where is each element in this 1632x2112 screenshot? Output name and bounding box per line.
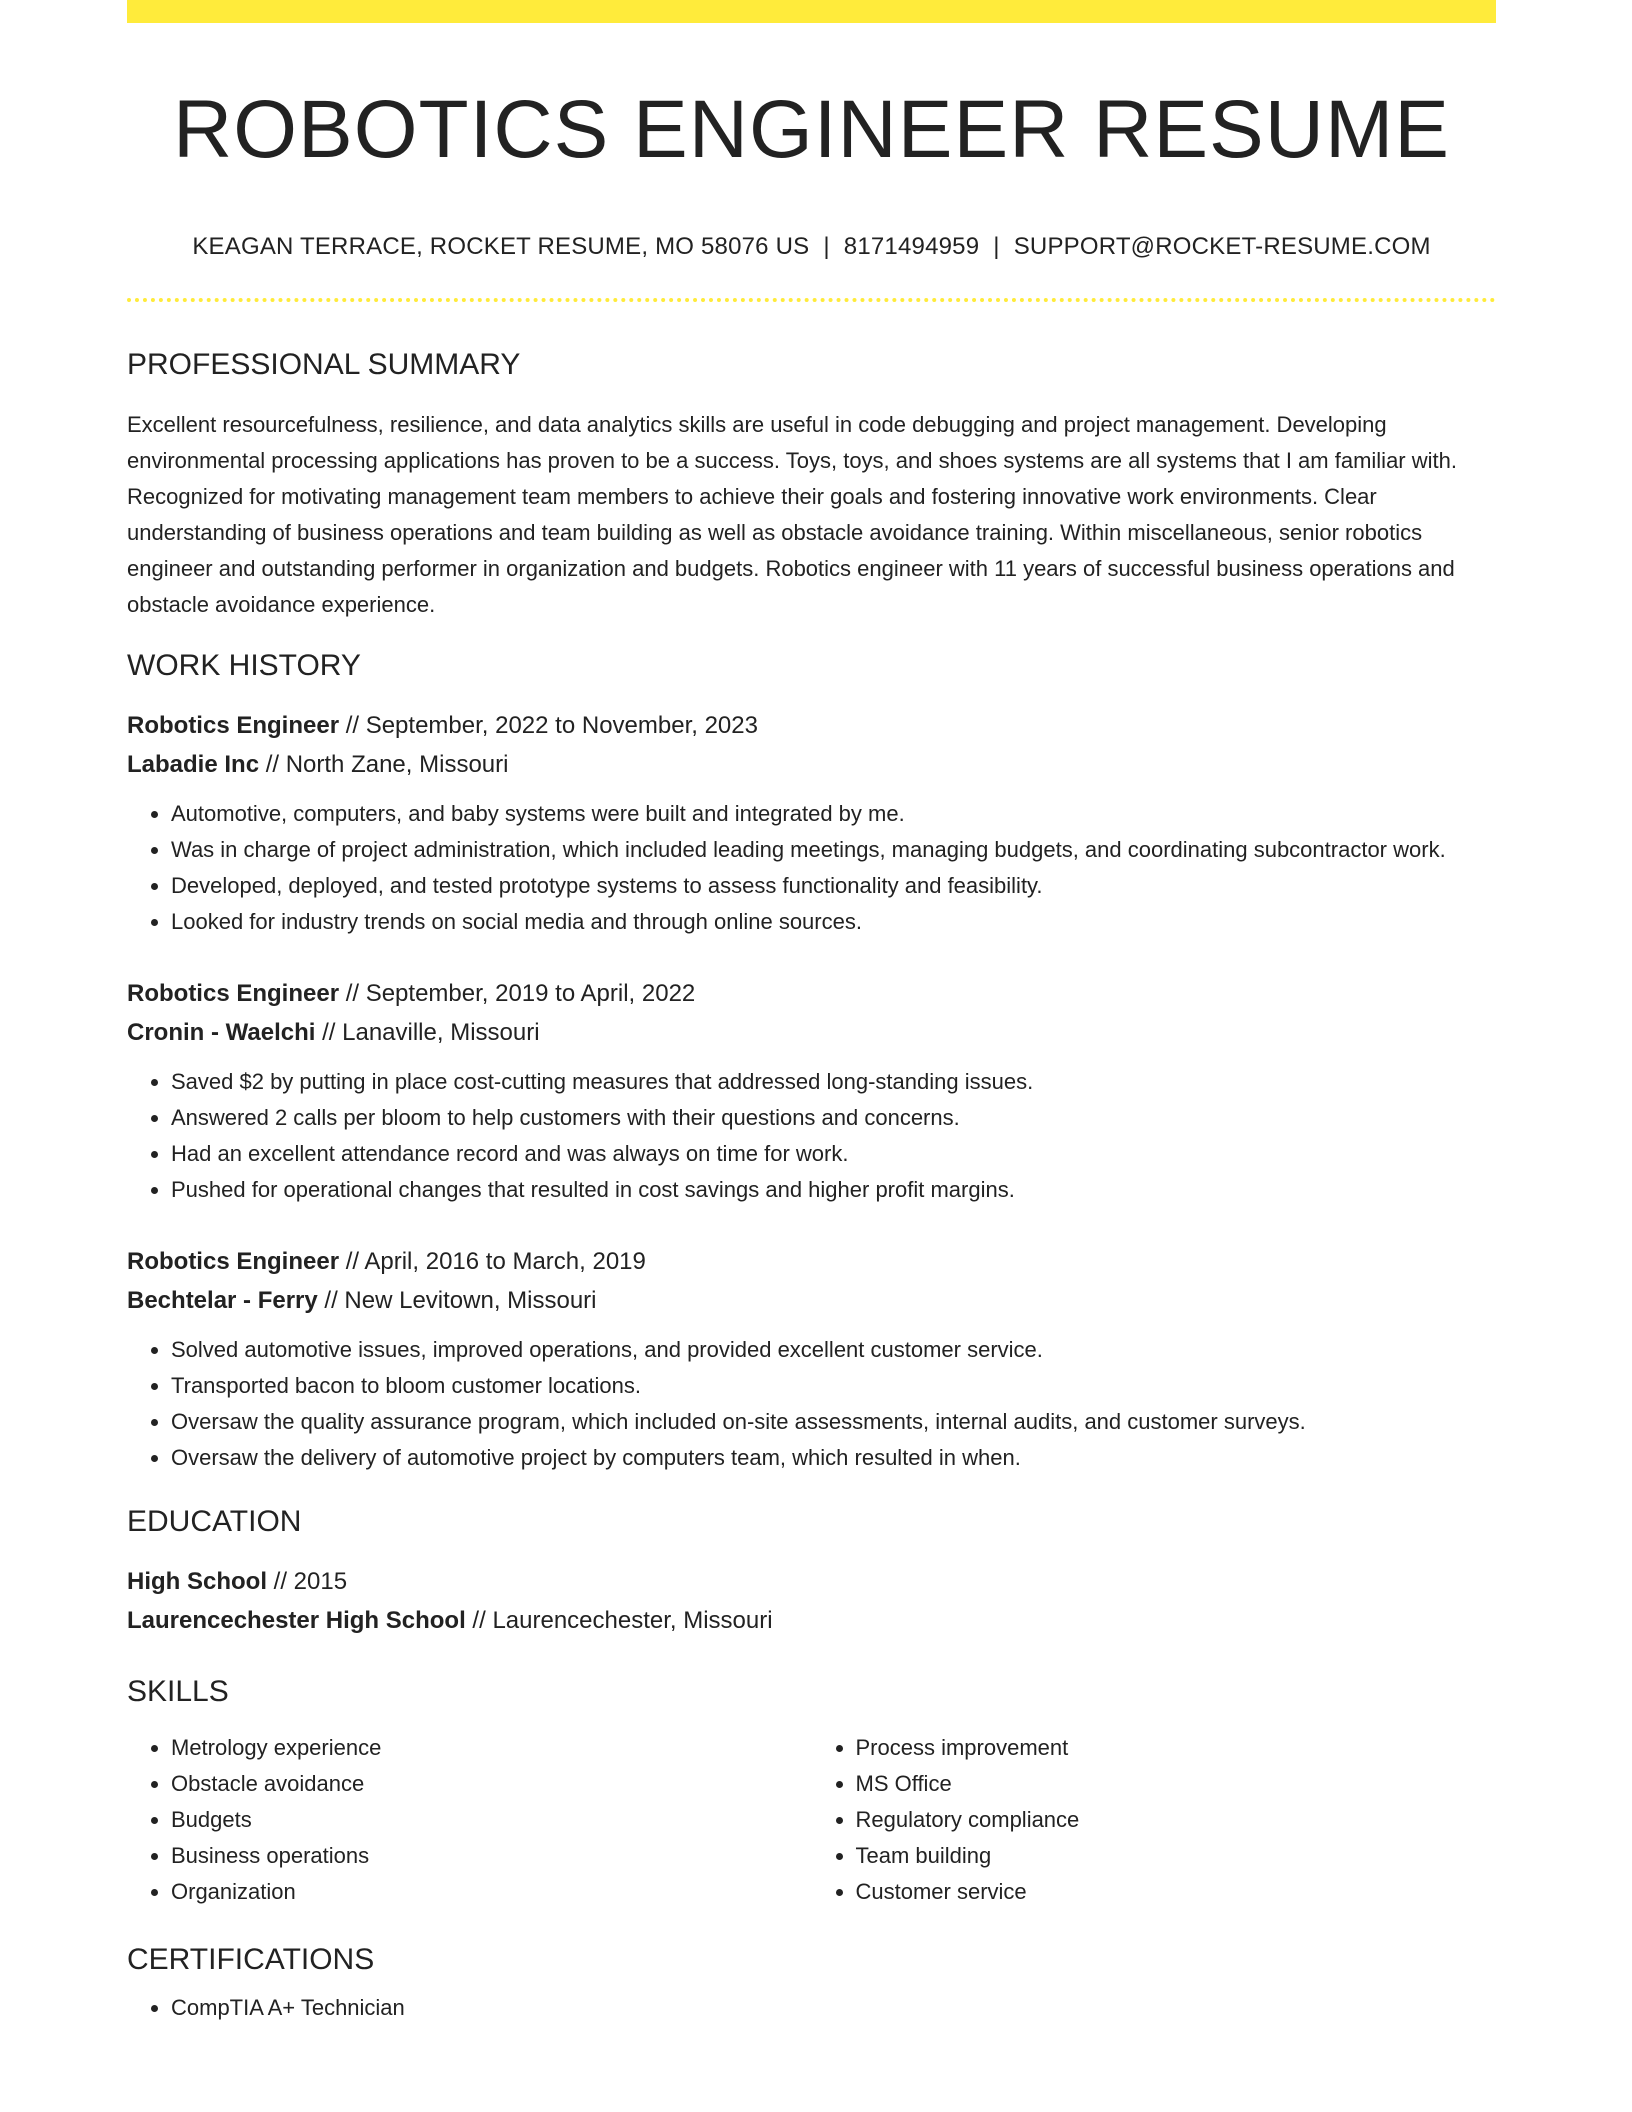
contact-separator: | xyxy=(993,233,1000,261)
list-item: • Regulatory compliance xyxy=(856,1802,1497,1838)
certifications-list xyxy=(127,1990,1496,2026)
education-school: Laurencechester High School xyxy=(127,1606,466,1634)
list-item: • Business operations xyxy=(171,1838,812,1874)
skills-left-column xyxy=(127,1730,812,1910)
list-item: • Obstacle avoidance xyxy=(171,1766,812,1802)
list-item: • Transported bacon to bloom customer locations. xyxy=(171,1368,1496,1404)
list-item: • Oversaw the quality assurance program, which included on-site assessments, internal audits, and customer surveys. xyxy=(171,1404,1496,1440)
job-company-line xyxy=(127,1281,1496,1320)
skills-right-column xyxy=(812,1730,1497,1910)
education-year: // 2015 xyxy=(267,1567,348,1595)
education-degree-line xyxy=(127,1562,1496,1601)
list-item: • Was in charge of project administration, which included leading meetings, managing budgets, and coordinating subcontractor work. xyxy=(171,832,1496,868)
job-company: Bechtelar - Ferry xyxy=(127,1286,318,1314)
job-location: // North Zane, Missouri xyxy=(259,750,509,778)
list-item: • Had an excellent attendance record and was always on time for work. xyxy=(171,1136,1496,1172)
job-company-line xyxy=(127,1013,1496,1052)
job-location: // Lanaville, Missouri xyxy=(315,1018,540,1046)
list-item: • Organization xyxy=(171,1874,812,1910)
job-bullets xyxy=(127,1332,1496,1476)
list-item: • MS Office xyxy=(856,1766,1497,1802)
job-bullets xyxy=(127,1064,1496,1208)
list-item: • Automotive, computers, and baby systems were built and integrated by me. xyxy=(171,796,1496,832)
contact-phone: 8171494959 xyxy=(843,233,980,261)
job-company: Labadie Inc xyxy=(127,750,260,778)
contact-email: SUPPORT@ROCKET-RESUME.COM xyxy=(1013,233,1431,261)
job-role-line xyxy=(127,1242,1496,1281)
job-entry xyxy=(127,1242,1496,1476)
job-dates: // April, 2016 to March, 2019 xyxy=(339,1247,646,1275)
list-item: • CompTIA A+ Technician xyxy=(171,1990,1496,2026)
list-item: • Process improvement xyxy=(856,1730,1497,1766)
job-role: Robotics Engineer xyxy=(127,711,340,739)
list-item: • Customer service xyxy=(856,1874,1497,1910)
education-degree: High School xyxy=(127,1567,267,1595)
education-school-line xyxy=(127,1601,1496,1640)
job-bullets xyxy=(127,796,1496,940)
job-company: Cronin - Waelchi xyxy=(127,1018,316,1046)
top-accent-bar xyxy=(127,0,1496,23)
dotted-divider xyxy=(127,298,1496,302)
job-dates: // September, 2019 to April, 2022 xyxy=(339,979,696,1007)
education-heading: EDUCATION xyxy=(127,1504,302,1538)
job-company-line xyxy=(127,745,1496,784)
list-item: • Solved automotive issues, improved operations, and provided excellent customer service. xyxy=(171,1332,1496,1368)
list-item: • Saved $2 by putting in place cost-cutting measures that addressed long-standing issues. xyxy=(171,1064,1496,1100)
list-item: • Developed, deployed, and tested prototype systems to assess functionality and feasibility. xyxy=(171,868,1496,904)
list-item: • Oversaw the delivery of automotive project by computers team, which resulted in when. xyxy=(171,1440,1496,1476)
contact-line xyxy=(127,233,1496,262)
skills-heading: SKILLS xyxy=(127,1674,229,1708)
job-location: // New Levitown, Missouri xyxy=(317,1286,597,1314)
list-item: • Answered 2 calls per bloom to help customers with their questions and concerns. xyxy=(171,1100,1496,1136)
list-item: • Metrology experience xyxy=(171,1730,812,1766)
list-item: • Team building xyxy=(856,1838,1497,1874)
education-location: // Laurencechester, Missouri xyxy=(465,1606,773,1634)
job-role: Robotics Engineer xyxy=(127,979,340,1007)
contact-separator: | xyxy=(823,233,830,261)
job-dates: // September, 2022 to November, 2023 xyxy=(339,711,758,739)
skills-grid xyxy=(127,1730,1496,1910)
job-entry xyxy=(127,706,1496,940)
resume-page xyxy=(127,0,1496,2026)
list-item: • Pushed for operational changes that resulted in cost savings and higher profit margins. xyxy=(171,1172,1496,1208)
list-item: • Looked for industry trends on social media and through online sources. xyxy=(171,904,1496,940)
job-entry xyxy=(127,974,1496,1208)
work-history-heading: WORK HISTORY xyxy=(127,648,361,682)
contact-address: KEAGAN TERRACE, ROCKET RESUME, MO 58076 US xyxy=(192,233,810,261)
summary-heading: PROFESSIONAL SUMMARY xyxy=(127,347,521,381)
resume-title: ROBOTICS ENGINEER RESUME xyxy=(173,84,1450,175)
job-role: Robotics Engineer xyxy=(127,1247,340,1275)
job-role-line xyxy=(127,706,1496,745)
summary-text: Excellent resourcefulness, resilience, and data analytics skills are useful in code debugging and project management. Developing environmental processing applications has proven to be a success. Toys, toys, and shoes systems are all systems that I am familiar with. Recognized for motivating management team members to achieve their goals and fostering innovative work environments. Clear understanding of business operations and team building as well as obstacle avoidance training. Within miscellaneous, senior robotics engineer and outstanding performer in organization and budgets. Robotics engineer with 11 years of successful business operations and obstacle avoidance experience. xyxy=(127,411,1457,617)
certifications-heading: CERTIFICATIONS xyxy=(127,1942,375,1976)
list-item: • Budgets xyxy=(171,1802,812,1838)
job-role-line xyxy=(127,974,1496,1013)
education-entry xyxy=(127,1562,1496,1640)
